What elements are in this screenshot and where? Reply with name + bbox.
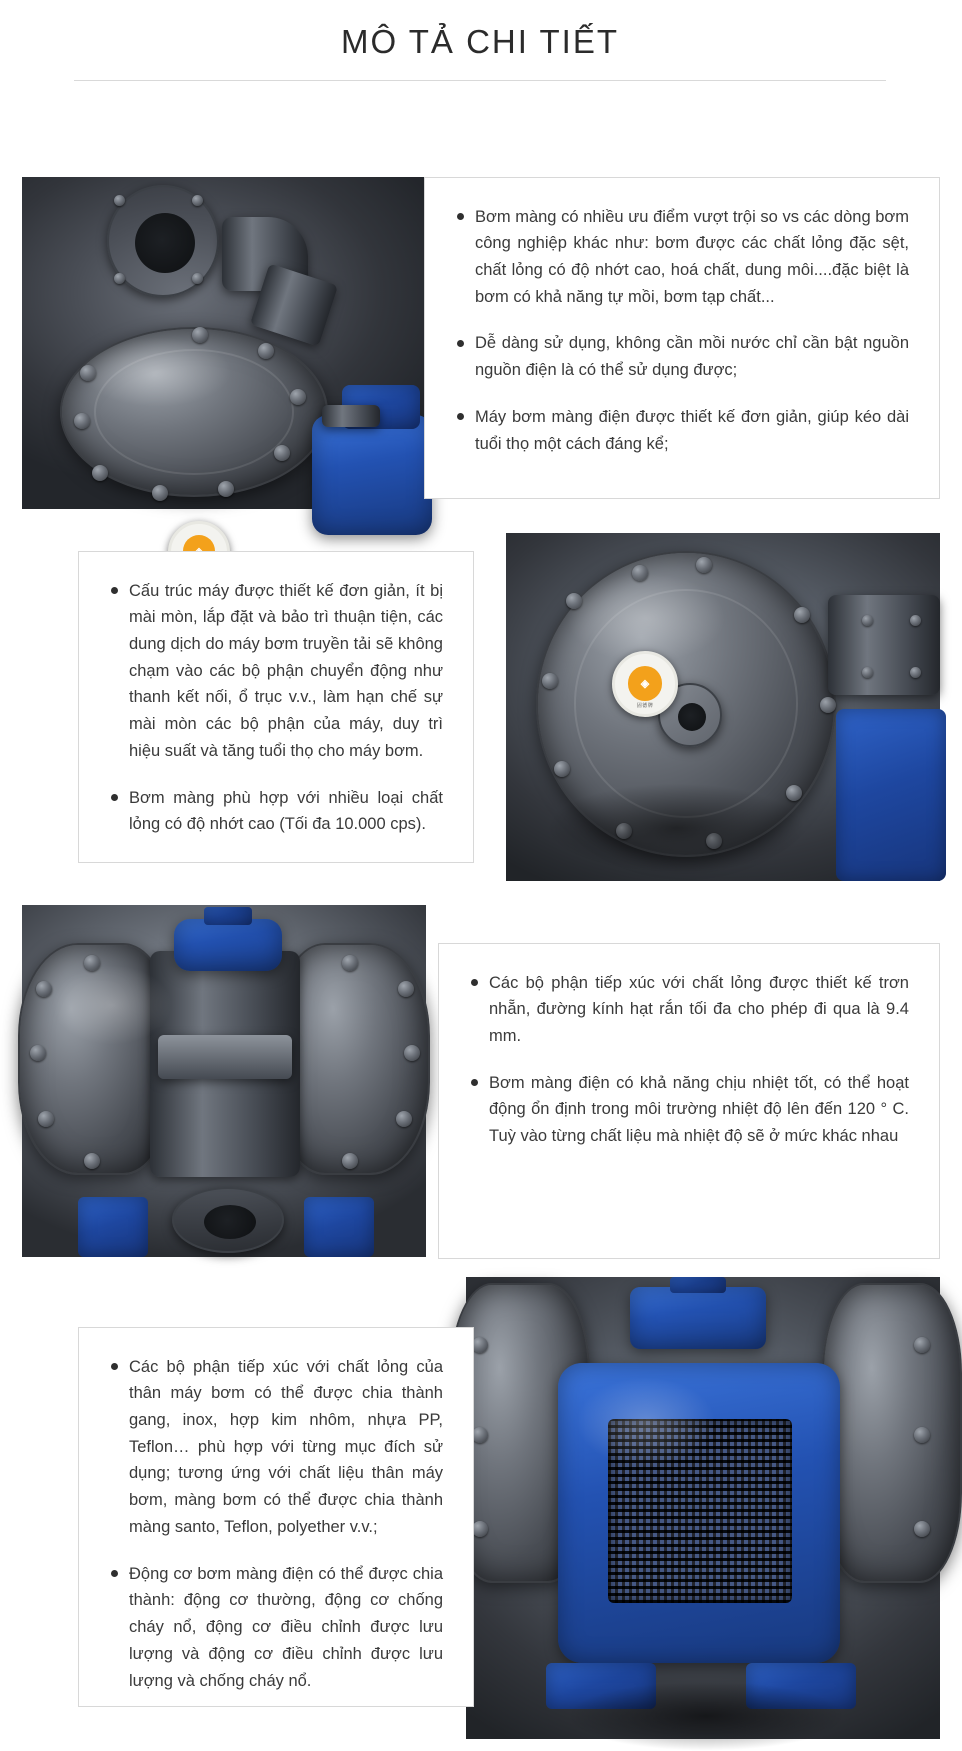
- page-header: [0, 0, 960, 81]
- paragraph: [109, 1354, 443, 1541]
- bullet-icon: [111, 1363, 118, 1370]
- paragraph-text: Bơm màng phù hợp với nhiều loại chất lỏng có độ nhớt cao (Tối đa 10.000 cps).: [129, 788, 443, 834]
- paragraph-text: Cấu trúc máy được thiết kế đơn giản, ít bị mài mòn, lắp đặt và bảo trì thuận tiện, các dung dịch do máy bơm truyền tải sẽ không chạm vào các bộ phận chuyển động như thanh kết nối, ổ trục v.v., làm hạn chế sự mài mòn các bộ phận của máy, duy trì hiệu suất và tăng tuổi thọ cho máy bơm.: [129, 581, 443, 760]
- diaphragm-pump-angled-view: [22, 177, 426, 509]
- diaphragm-pump-front-view: [22, 905, 426, 1257]
- paragraph: [109, 785, 443, 838]
- outlet-flange-icon: [172, 1187, 284, 1253]
- section-1-textbox: [424, 177, 940, 499]
- brand-badge-text: 固德牌: [636, 703, 654, 710]
- paragraph: [109, 1561, 443, 1695]
- brand-badge-icon: ◈: [628, 666, 663, 701]
- bullet-icon: [457, 413, 464, 420]
- section-4-textbox: [78, 1327, 474, 1707]
- paragraph: [455, 404, 909, 457]
- bullet-icon: [111, 587, 118, 594]
- bullet-icon: [111, 794, 118, 801]
- paragraph-text: Bơm màng có nhiều ưu điểm vượt trội so vs các dòng bơm công nghiệp khác như: bơm được các chất lỏng đặc sệt, chất lỏng có độ nhớt cao, hoá chất, dung môi....đặc biệt là bơm có khả năng tự mồi, bơm tạp chất...: [475, 207, 909, 306]
- paragraph-text: Dễ dàng sử dụng, không cần mồi nước chỉ cần bật nguồn nguồn điện là có thể sử dụng được;: [475, 334, 909, 380]
- paragraph: [469, 970, 909, 1050]
- paragraph: [109, 578, 443, 765]
- paragraph: [455, 330, 909, 383]
- diaphragm-pump-motor-rear-view: [466, 1277, 940, 1739]
- paragraph-text: Các bộ phận tiếp xúc với chất lỏng của thân máy bơm có thể được chia thành gang, inox, hợp kim nhôm, nhựa PP, Teflon… phù hợp với từng mục đích sử dụng; tương ứng với chất liệu thân máy bơm, màng bơm có thể được chia thành màng santo, Teflon, polyether v.v.;: [129, 1357, 443, 1536]
- diaphragm-pump-side-housing: [506, 533, 940, 881]
- bullet-icon: [471, 1079, 478, 1086]
- paragraph: [455, 204, 909, 311]
- bullet-icon: [111, 1570, 118, 1577]
- page-title: MÔ TẢ CHI TIẾT: [341, 23, 619, 60]
- bullet-icon: [471, 979, 478, 986]
- motor-body: [174, 919, 282, 971]
- paragraph-text: Động cơ bơm màng điện có thể được chia thành: động cơ thường, động cơ chống cháy nổ, động cơ điều chỉnh được lưu lượng và động cơ điều chỉnh được lưu lượng và chống cháy nổ.: [129, 1564, 443, 1690]
- paragraph-text: Máy bơm màng điện được thiết kế đơn giản, giúp kéo dài tuổi thọ một cách đáng kể;: [475, 407, 909, 453]
- paragraph-text: Bơm màng điện có khả năng chịu nhiệt tốt, có thể hoạt động ổn định trong môi trường nhiệt độ lên đến 120 ° C. Tuỳ vào từng chất liệu mà nhiệt độ sẽ ở mức khác nhau: [489, 1073, 909, 1146]
- paragraph: [469, 1070, 909, 1150]
- title-divider: [74, 80, 886, 81]
- paragraph-text: Các bộ phận tiếp xúc với chất lỏng được thiết kế trơn nhẵn, đường kính hạt rắn tối đa cho phép đi qua là 9.4 mm.: [489, 973, 909, 1046]
- section-2-textbox: [78, 551, 474, 863]
- section-3-textbox: [438, 943, 940, 1259]
- bullet-icon: [457, 340, 464, 347]
- bullet-icon: [457, 213, 464, 220]
- pump-base: [836, 709, 946, 881]
- motor-body: [312, 415, 432, 535]
